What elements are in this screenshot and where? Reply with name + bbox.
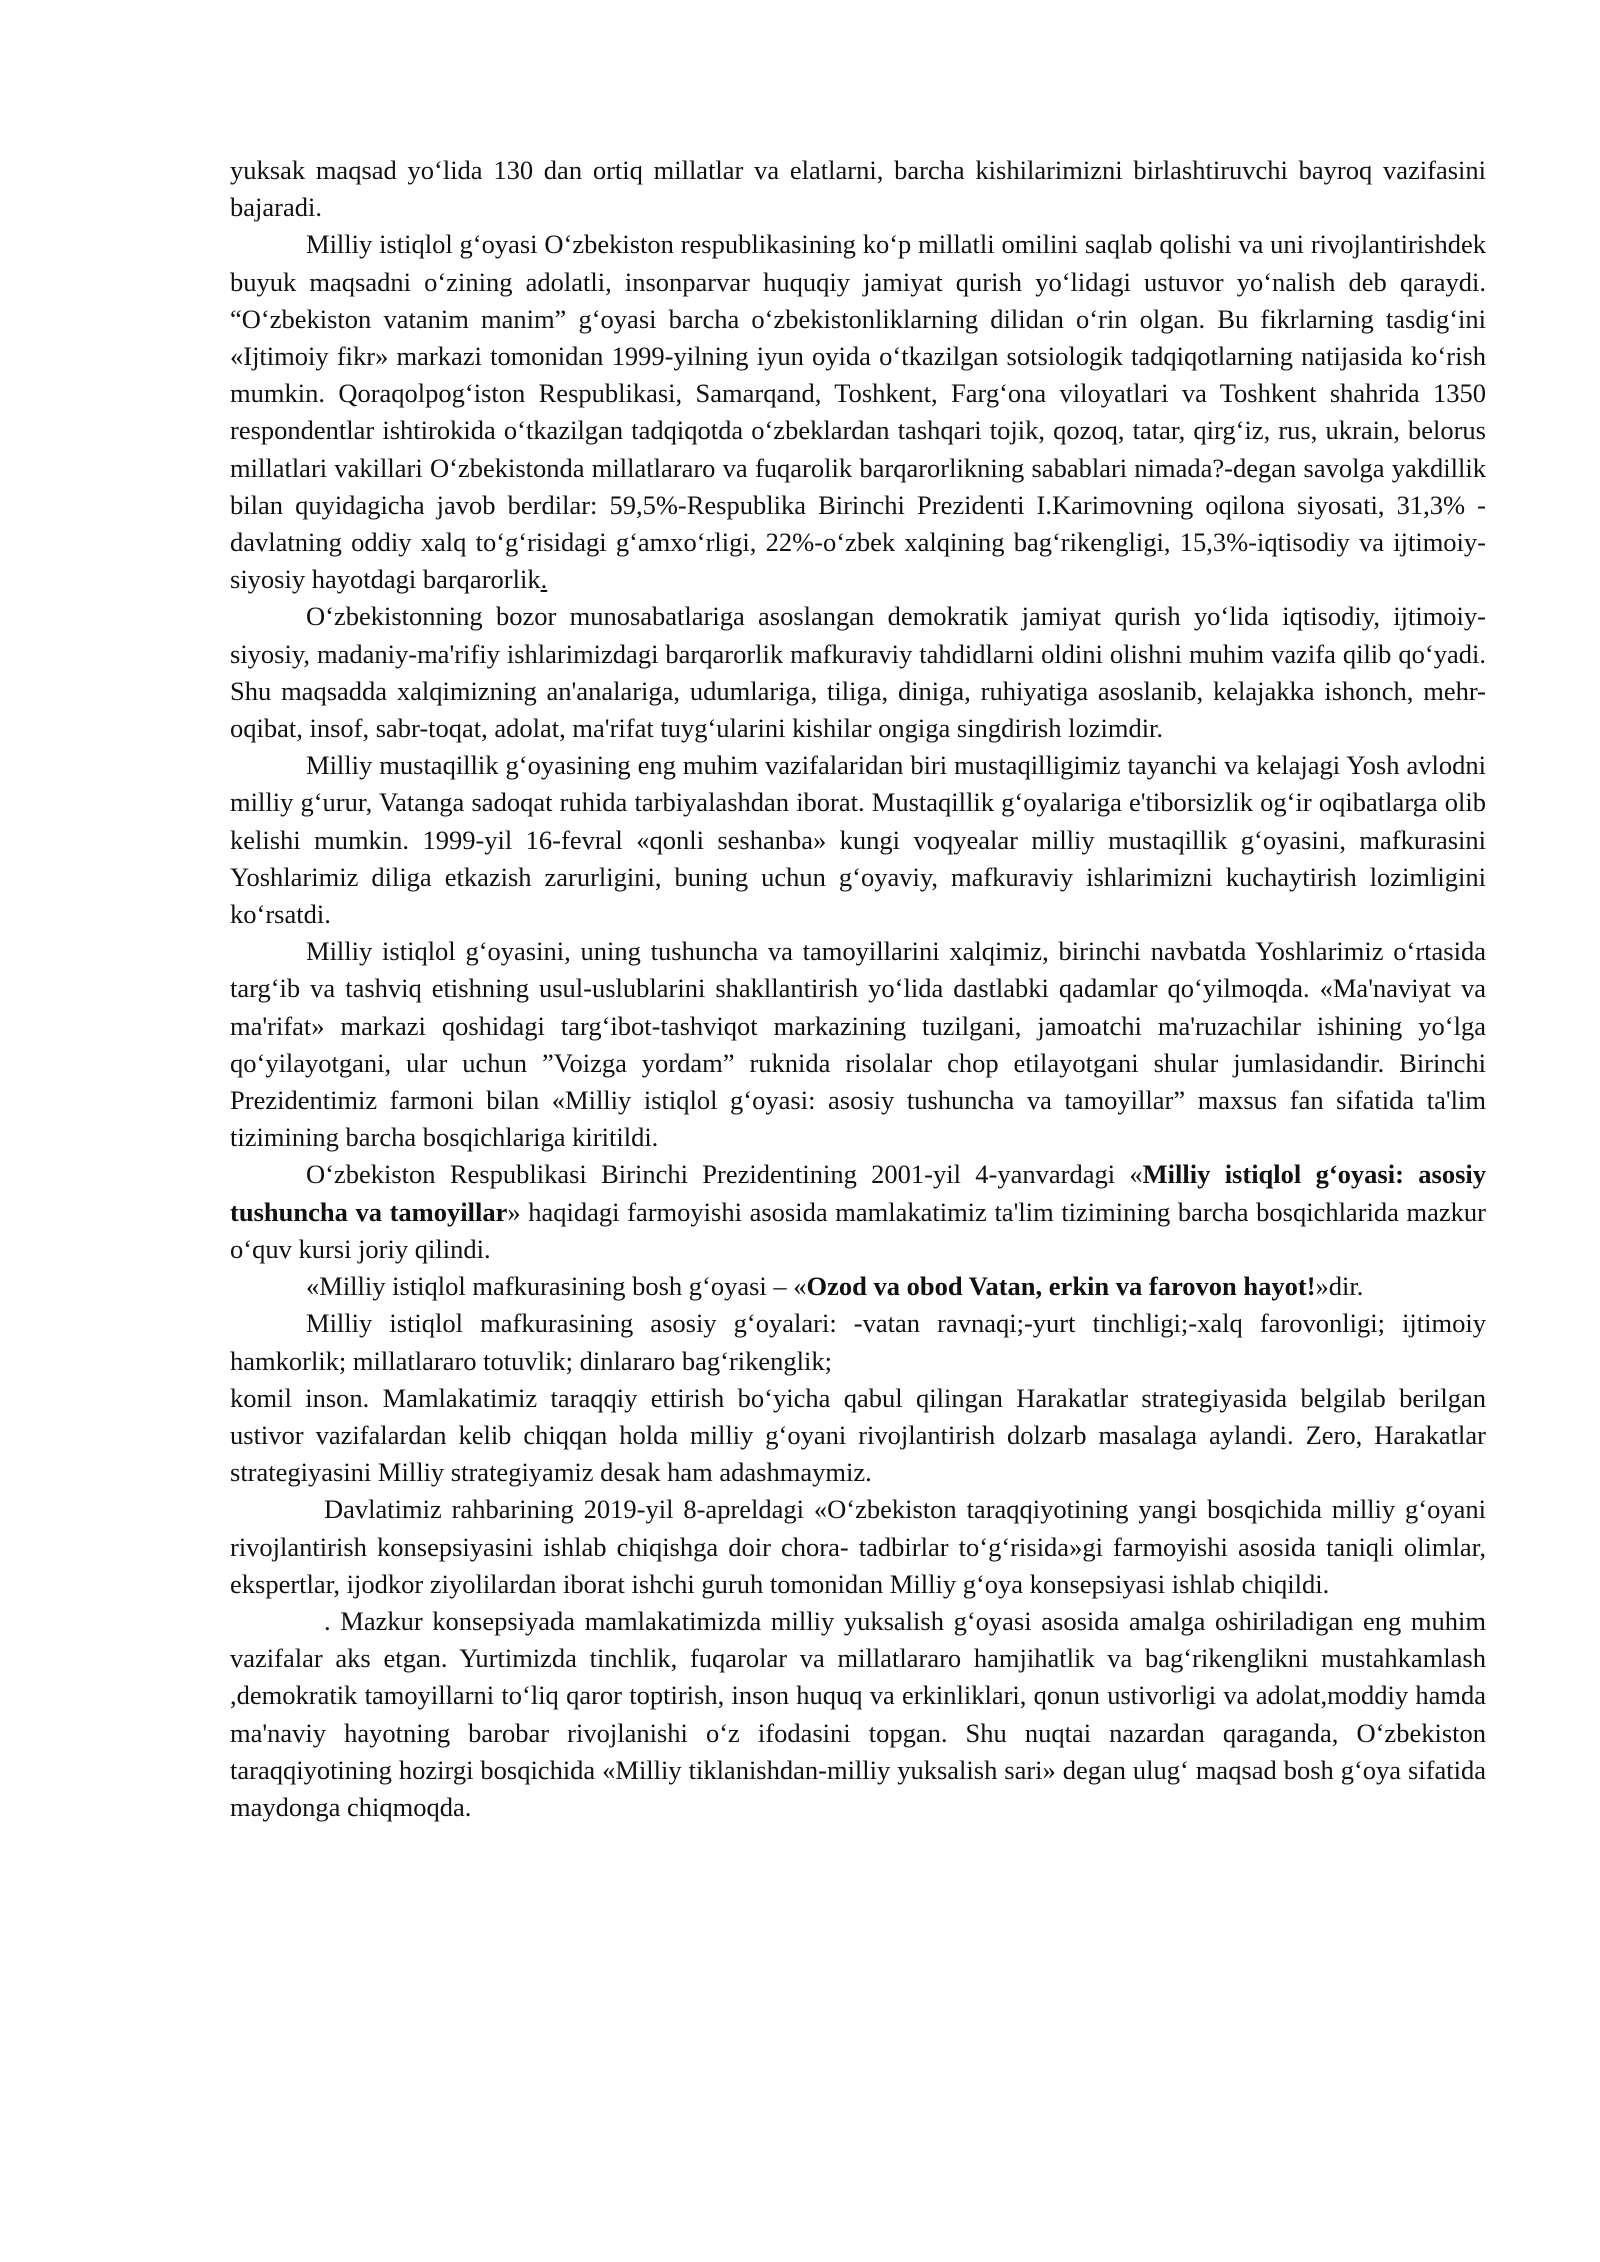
paragraph-7 xyxy=(230,1268,1486,1305)
paragraph-6 xyxy=(230,1156,1486,1268)
paragraph-1: yuksak maqsad yo‘lida 130 dan ortiq millatlar va elatlarni, barcha kishilarimizni birlashtiruvchi bayroq vazifasini bajaradi. xyxy=(230,155,1486,223)
paragraph-6-text-a: O‘zbekiston Respublikasi Birinchi Prezidentining 2001-yil 4-yanvardagi « xyxy=(306,1159,1143,1190)
document-page xyxy=(230,152,1486,1826)
paragraph-8-continued: komil inson. Mamlakatimiz taraqqiy ettirish bo‘yicha qabul qilingan Harakatlar strategiyasida belgilab berilgan ustivor vazifalardan kelib chiqqan holda milliy g‘oyani rivojlantirish dolzarb masalaga aylandi. Zero, Harakatlar strategiyasini Milliy strategiyamiz desak ham adashmaymiz. xyxy=(230,1382,1486,1488)
paragraph-5: Milliy istiqlol g‘oyasini, uning tushuncha va tamoyillarini xalqimiz, birinchi navbatda Yoshlarimiz o‘rtasida targ‘ib va tashviq etishning usul-uslublarini shakllantirish yo‘lida dastlabki qadamlar qo‘yilmoqda. «Ma'naviyat va ma'rifat» markazi qoshidagi targ‘ibot-tashviqot markazining tuzilgani, jamoatchi ma'ruzachilar ishining yo‘lga qo‘yilayotgani, ular uchun ”Voizga yordam” ruknida risolalar chop etilayotgani shular jumlasidandir. Birinchi Prezidentimiz farmoni bilan «Milliy istiqlol g‘oyasi: asosiy tushuncha va tamoyillar” maxsus fan sifatida ta'lim tizimining barcha bosqichlariga kiritildi. xyxy=(230,936,1486,1153)
paragraph-4: Milliy mustaqillik g‘oyasining eng muhim vazifalaridan biri mustaqilligimiz tayanchi va kelajagi Yosh avlodni milliy g‘urur, Vatanga sadoqat ruhida tarbiyalashdan iborat. Mustaqillik g‘oyalariga e'tiborsizlik og‘ir oqibatlarga olib kelishi mumkin. 1999-yil 16-fevral «qonli seshanba» kungi voqyealar milliy mustaqillik g‘oyasini, mafkurasini Yoshlarimiz diliga etkazish zarurligini, buning uchun g‘oyaviy, mafkuraviy ishlarimizni kuchaytirish lozimligini ko‘rsatdi. xyxy=(230,750,1486,930)
paragraph-3: O‘zbekistonning bozor munosabatlariga asoslangan demokratik jamiyat qurish yo‘lida iqtisodiy, ijtimoiy-siyosiy, madaniy-ma'rifiy ishlarimizdagi barqarorlik mafkuraviy tahdidlarni oldini olishni muhim vazifa qilib qo‘yadi. Shu maqsadda xalqimizning an'analariga, udumlariga, tiliga, diniga, ruhiyatiga asoslanib, kelajakka ishonch, mehr-oqibat, insof, sabr-toqat, adolat, ma'rifat tuyg‘ularini kishilar ongiga singdirish lozimdir. xyxy=(230,601,1486,744)
paragraph-6-bold: Milliy istiqlol g‘oyasi: asosiy tushuncha va tamoyillar xyxy=(230,1159,1486,1227)
paragraph-7-text-b: »dir. xyxy=(1315,1271,1364,1302)
paragraph-6-text-b: » haqidagi farmoyishi asosida mamlakatimiz ta'lim tizimining barcha bosqichlarida mazkur o‘quv kursi joriy qilindi. xyxy=(230,1196,1486,1264)
paragraph-7-text-a: «Milliy istiqlol mafkurasining bosh g‘oyasi – « xyxy=(306,1271,807,1302)
paragraph-2-end: . xyxy=(540,564,548,595)
paragraph-10: . Mazkur konsepsiyada mamlakatimizda milliy yuksalish g‘oyasi asosida amalga oshiriladigan eng muhim vazifalar aks etgan. Yurtimizda tinchlik, fuqarolar va millatlararo hamjihatlik va bag‘rikenglikni mustahkamlash ,demokratik tamoyillarni to‘liq qaror toptirish, inson huquq va erkinliklari, qonun ustivorligi va adolat,moddiy hamda ma'naviy hayotning barobar rivojlanishi o‘z ifodasini topgan. Shu nuqtai nazardan qaraganda, O‘zbekiston taraqqiyotining hozirgi bosqichida «Milliy tiklanishdan-milliy yuksalish sari» degan ulug‘ maqsad bosh g‘oya sifatida maydonga chiqmoqda. xyxy=(230,1605,1486,1822)
paragraph-8-ideas: Milliy istiqlol mafkurasining asosiy g‘oyalari: -vatan ravnaqi;-yurt tinchligi;-xalq farovonligi; ijtimoiy hamkorlik; millatlararo totuvlik; dinlararo bag‘rikenglik; xyxy=(230,1308,1486,1376)
paragraph-7-bold: Ozod va obod Vatan, erkin va farovon hayot! xyxy=(806,1271,1316,1302)
paragraph-2-text: Milliy istiqlol g‘oyasi O‘zbekiston respublikasining ko‘p millatli omilini saqlab qolishi va uni rivojlantirishdek buyuk maqsadni o‘zining adolatli, insonparvar huquqiy jamiyat qurish yo‘lidagi ustuvor yo‘nalish deb qaraydi. “O‘zbekiston vatanim manim” g‘oyasi barcha o‘zbekistonliklarning dilidan o‘rin olgan. Bu fikrlarning tasdig‘ini «Ijtimoiy fikr» markazi tomonidan 1999-yilning iyun oyida o‘tkazilgan sotsiologik tadqiqotlarning natijasida ko‘rish mumkin. Qoraqolpog‘iston Respublikasi, Samarqand, Toshkent, Farg‘ona viloyatlari va Toshkent shahrida 1350 respondentlar ishtirokida o‘tkazilgan tadqiqotda o‘zbeklardan tashqari tojik, qozoq, tatar, qirg‘iz, rus, ukrain, belorus millatlari vakillari O‘zbekistonda millatlararo va fuqarolik barqarorlikning sabablari nimada?-degan savolga yakdillik bilan quyidagicha javob berdilar: 59,5%-Respublika Birinchi Prezidenti I.Karimovning oqilona siyosati, 31,3% - davlatning oddiy xalq to‘g‘risidagi g‘amxo‘rligi, 22%-o‘zbek xalqining bag‘rikengligi, 15,3%-iqtisodiy va ijtimoiy-siyosiy hayotdagi barqarorlik xyxy=(230,229,1486,595)
paragraph-2 xyxy=(230,226,1486,598)
paragraph-9: Davlatimiz rahbarining 2019-yil 8-apreldagi «O‘zbekiston taraqqiyotining yangi bosqichida milliy g‘oyani rivojlantirish konsepsiyasini ishlab chiqishga doir chora- tadbirlar to‘g‘risida»gi farmoyishi asosida taniqli olimlar, ekspertlar, ijodkor ziyolilardan iborat ishchi guruh tomonidan Milliy g‘oya konsepsiyasi ishlab chiqildi. xyxy=(230,1494,1486,1599)
